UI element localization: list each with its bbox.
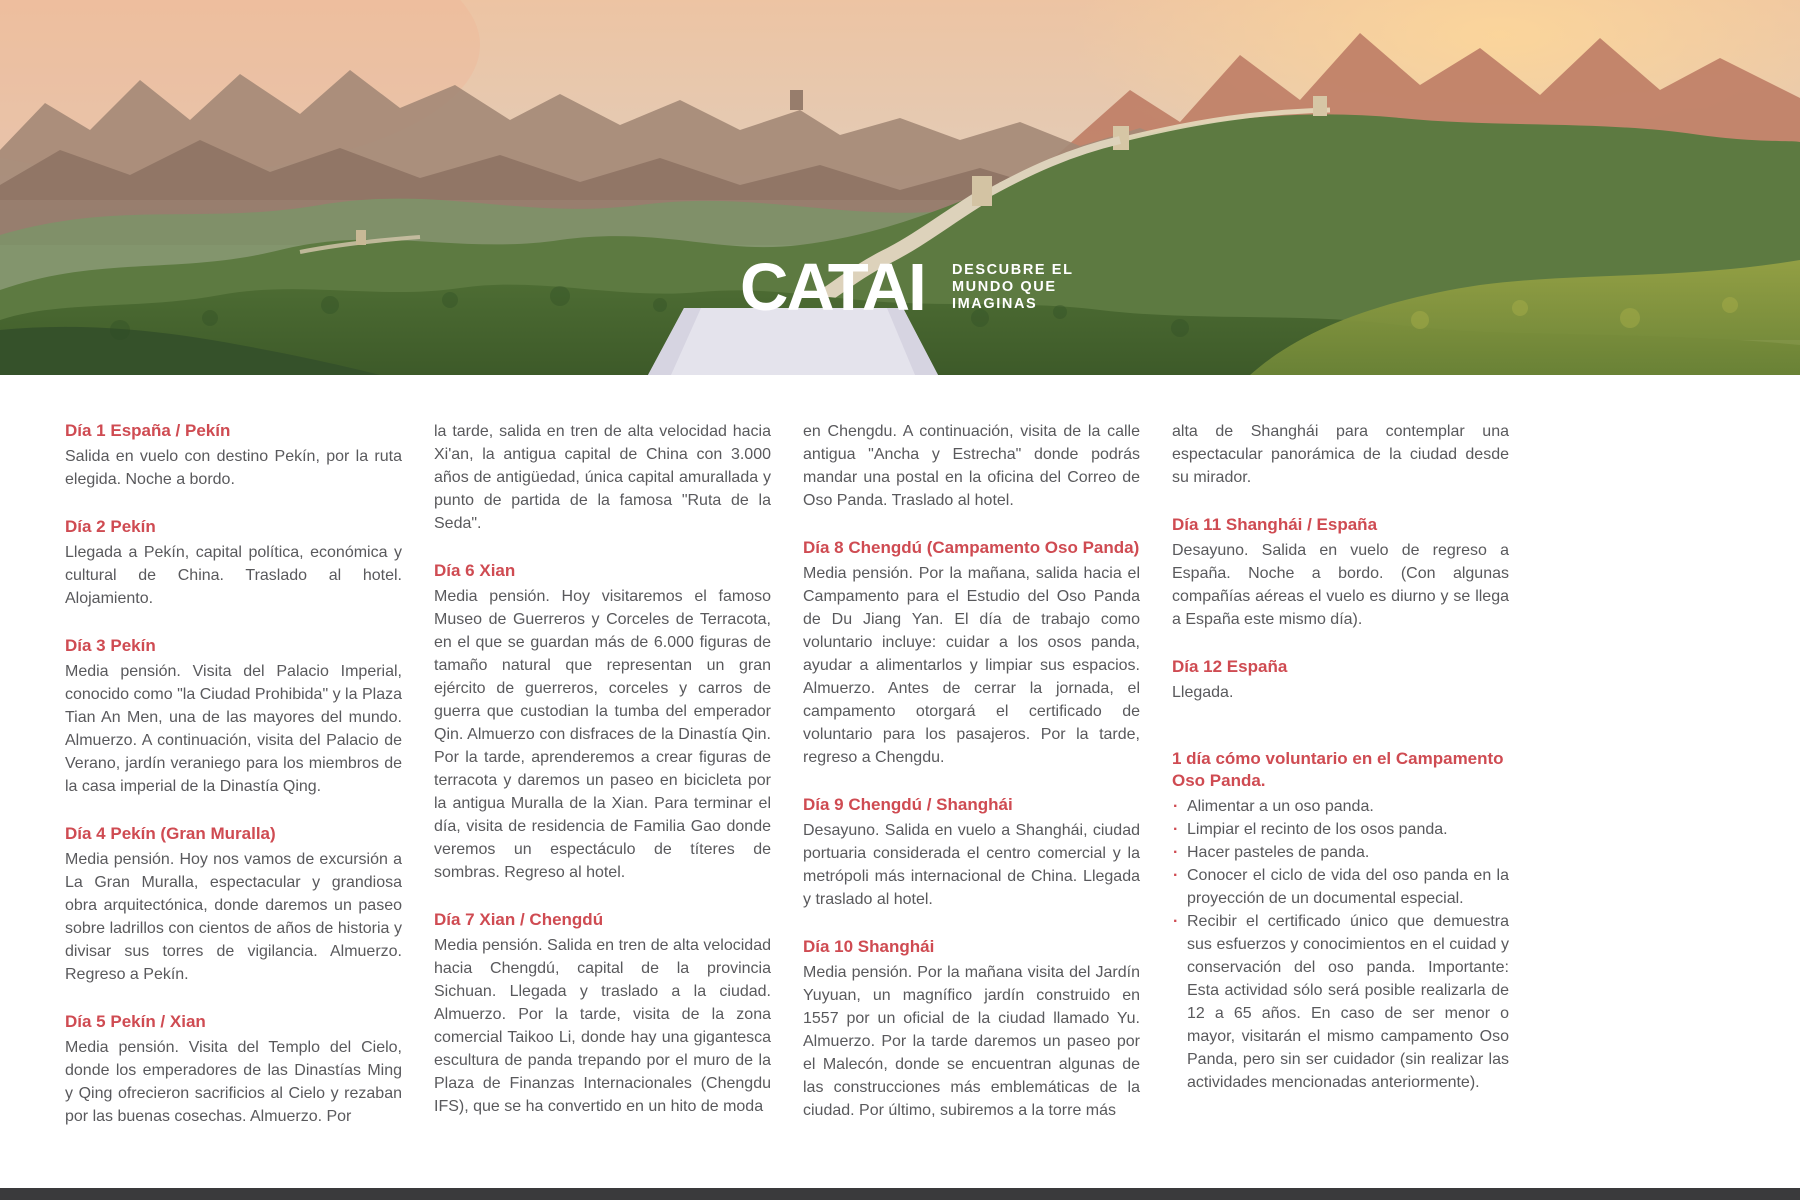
itinerary-column-2 (434, 420, 771, 1128)
bullet-text: Hacer pasteles de panda. (1187, 844, 1370, 861)
catai-logo: CATAI (740, 250, 925, 325)
bullet-dot-icon: · (1173, 798, 1179, 815)
day-heading: Día 3 Pekín (65, 636, 156, 655)
day-heading: Día 12 España (1172, 657, 1288, 676)
page-footer-bar (0, 1188, 1800, 1200)
day-paragraph: Llegada a Pekín, capital política, económica y cultural de China. Traslado al hotel. Alojamiento. (65, 544, 402, 607)
tagline-line: MUNDO QUE (952, 279, 1057, 295)
day-paragraph: Media pensión. Por la mañana, salida hacia el Campamento para el Estudio del Oso Panda de Du Jiang Yan. El día de trabajo como voluntario incluye: cuidar a los osos panda, ayudar a alimentarlos y limpiar sus espacios. Almuerzo. Antes de cerrar la jornada, el campamento otorgará el certificado de voluntario para los pasajeros. Por la tarde, regreso a Chengdu. (803, 565, 1140, 766)
bullet-text: Alimentar a un oso panda. (1187, 798, 1374, 815)
day-paragraph: la tarde, salida en tren de alta velocidad hacia Xi'an, la antigua capital de China con 3.000 años de antigüedad, única capital amurallada y punto de partida de la famosa "Ruta de la Seda". (434, 423, 771, 532)
bullet-item (1172, 795, 1509, 818)
tagline-line: IMAGINAS (952, 296, 1038, 312)
day-heading: Día 7 Xian / Chengdú (434, 910, 604, 929)
bullet-dot-icon: · (1173, 913, 1179, 930)
bullet-item (1172, 864, 1509, 910)
day-paragraph: Media pensión. Visita del Templo del Cielo, donde los emperadores de las Dinastías Ming y Qing ofrecieron sacrificios al Cielo y rezaban por las buenas cosechas. Almuerzo. Por (65, 1039, 402, 1125)
day-paragraph: Media pensión. Por la mañana visita del Jardín Yuyuan, un magnífico jardín construido en 1557 por un oficial de la ciudad llamado Yu. Almuerzo. Por la tarde daremos un paseo por el Malecón, donde se encuentran algunas de las construcciones más emblemáticas de la ciudad. Por último, subiremos a la torre más (803, 964, 1140, 1119)
bullet-text: Recibir el certificado único que demuestra sus esfuerzos y conocimientos en el cuidad y conservación del oso panda. Importante: Esta actividad sólo será posible realizarla de 12 a 65 años. En caso de ser menor o mayor, visitarán el mismo campamento Oso Panda, pero sin ser cuidador (sin realizar las actividades mencionadas anteriormente). (1187, 913, 1509, 1091)
bullet-dot-icon: · (1173, 844, 1179, 861)
day-heading: Día 8 Chengdú (Campamento Oso Panda) (803, 538, 1140, 557)
bullet-text: Limpiar el recinto de los osos panda. (1187, 821, 1448, 838)
day-heading: Día 10 Shanghái (803, 937, 935, 956)
day-paragraph: Desayuno. Salida en vuelo a Shanghái, ciudad portuaria considerada el centro comercial y la metrópoli más internacional de China. Llegada y traslado al hotel. (803, 822, 1140, 908)
day-heading: Día 9 Chengdú / Shanghái (803, 795, 1013, 814)
itinerary-content (65, 420, 1511, 1128)
day-heading: Día 4 Pekín (Gran Muralla) (65, 824, 276, 843)
day-paragraph: Media pensión. Salida en tren de alta velocidad hacia Chengdú, capital de la provincia Sichuan. Llegada y traslado a la ciudad. Almuerzo. Por la tarde, visita de la zona comercial Taikoo Li, donde hay una gigantesca escultura de panda trepando por el muro de la Plaza de Finanzas Internacionales (Chengdu IFS), que se ha convertido en un hito de moda (434, 937, 771, 1115)
bullet-text: Conocer el ciclo de vida del oso panda en la proyección de un documental especial. (1187, 867, 1509, 907)
day-heading: Día 1 España / Pekín (65, 421, 231, 440)
day-paragraph: Media pensión. Hoy nos vamos de excursión a La Gran Muralla, espectacular y grandiosa obra arquitectónica, donde daremos un paseo sobre ladrillos con cientos de años de historia y divisar sus torres de vigilancia. Almuerzo. Regreso a Pekín. (65, 851, 402, 983)
bullet-item (1172, 841, 1509, 864)
itinerary-column-3 (803, 420, 1140, 1128)
bullet-item (1172, 818, 1509, 841)
bullet-dot-icon: · (1173, 867, 1179, 884)
bullet-item (1172, 910, 1509, 1094)
day-heading: Día 2 Pekín (65, 517, 156, 536)
day-heading: Día 5 Pekín / Xian (65, 1012, 206, 1031)
day-heading: Día 11 Shanghái / España (1172, 515, 1378, 534)
day-paragraph: Media pensión. Hoy visitaremos el famoso Museo de Guerreros y Corceles de Terracota, en el que se guardan más de 6.000 figuras de tamaño natural que representan un gran ejército de guerreros, corceles y carros de guerra que custodian la tumba del emperador Qin. Almuerzo con disfraces de la Dinastía Qin. Por la tarde, aprenderemos a crear figuras de terracota y daremos un paseo en bicicleta por la antigua Muralla de la Xian. Para terminar el día, visita de residencia de Familia Gao donde veremos un espectáculo de títeres de sombras. Regreso al hotel. (434, 588, 771, 881)
day-paragraph: alta de Shanghái para contemplar una espectacular panorámica de la ciudad desde su mirador. (1172, 423, 1509, 486)
hero-section (0, 0, 1800, 375)
day-paragraph: Media pensión. Visita del Palacio Imperial, conocido como "la Ciudad Prohibida" y la Plaza Tian An Men, una de las mayores del mundo. Almuerzo. A continuación, visita del Palacio de Verano, jardín veraniego para los miembros de la casa imperial de la Dinastía Qing. (65, 663, 402, 795)
day-paragraph: en Chengdu. A continuación, visita de la calle antigua "Ancha y Estrecha" donde podrás mandar una postal en la oficina del Correo de Oso Panda. Traslado al hotel. (803, 423, 1140, 509)
itinerary-column-4 (1172, 420, 1509, 1128)
day-paragraph: Salida en vuelo con destino Pekín, por la ruta elegida. Noche a bordo. (65, 448, 402, 488)
itinerary-column-1 (65, 420, 402, 1128)
tagline-line: DESCUBRE EL (952, 262, 1074, 278)
day-paragraph: Llegada. (1172, 684, 1234, 701)
bullet-dot-icon: · (1173, 821, 1179, 838)
day-paragraph: Desayuno. Salida en vuelo de regreso a España. Noche a bordo. (Con algunas compañías aéreas el vuelo es diurno y se llega a España este mismo día). (1172, 542, 1509, 628)
brand-tagline (952, 262, 1074, 313)
day-heading: Día 6 Xian (434, 561, 516, 580)
volunteer-heading: 1 día cómo voluntario en el Campamento Oso Panda. (1172, 749, 1504, 790)
